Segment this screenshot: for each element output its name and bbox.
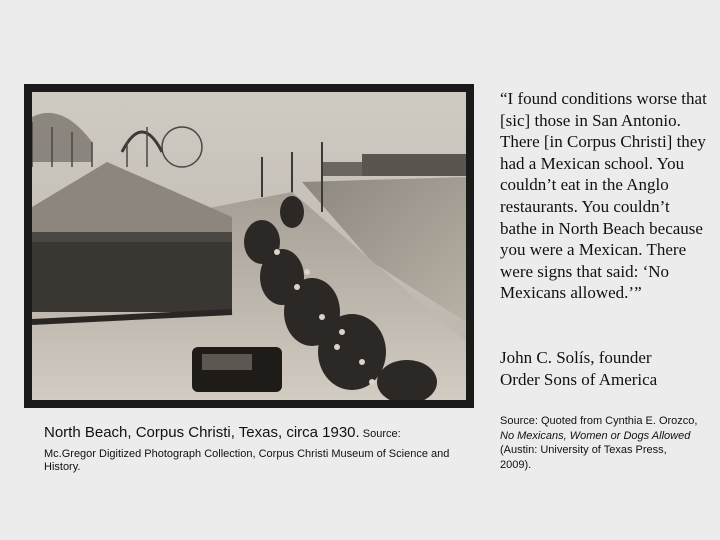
- attribution-name: John C. Solís, founder: [500, 348, 652, 367]
- quote-text: “I found conditions worse that [sic] those in San Antonio. There [in Corpus Christi] they had a Mexican school. You couldn’t eat in the Anglo restaurants. You couldn’t bathe in North Beach because you were a Mexican. There were signs that said: ‘No Mexicans allowed.’”: [500, 89, 707, 303]
- caption-title: North Beach, Corpus Christi, Texas, circa 1930.: [44, 424, 360, 441]
- photo-caption: [44, 426, 474, 475]
- source-book-title: No Mexicans, Women or Dogs Allowed: [500, 429, 691, 442]
- quote-attribution: [500, 347, 710, 391]
- historical-photo-frame: [24, 84, 474, 408]
- caption-source-label: Source:: [362, 428, 401, 440]
- source-suffix: (Austin: University of Texas Press, 2009).: [500, 444, 667, 471]
- source-prefix: Source: Quoted from Cynthia E. Orozco,: [500, 415, 698, 427]
- north-beach-photo: [32, 92, 466, 400]
- quote-source: [500, 414, 700, 472]
- caption-source-text: Mc.Gregor Digitized Photograph Collection, Corpus Christi Museum of Science and History.: [44, 447, 450, 473]
- attribution-organization: Order Sons of America: [500, 370, 658, 389]
